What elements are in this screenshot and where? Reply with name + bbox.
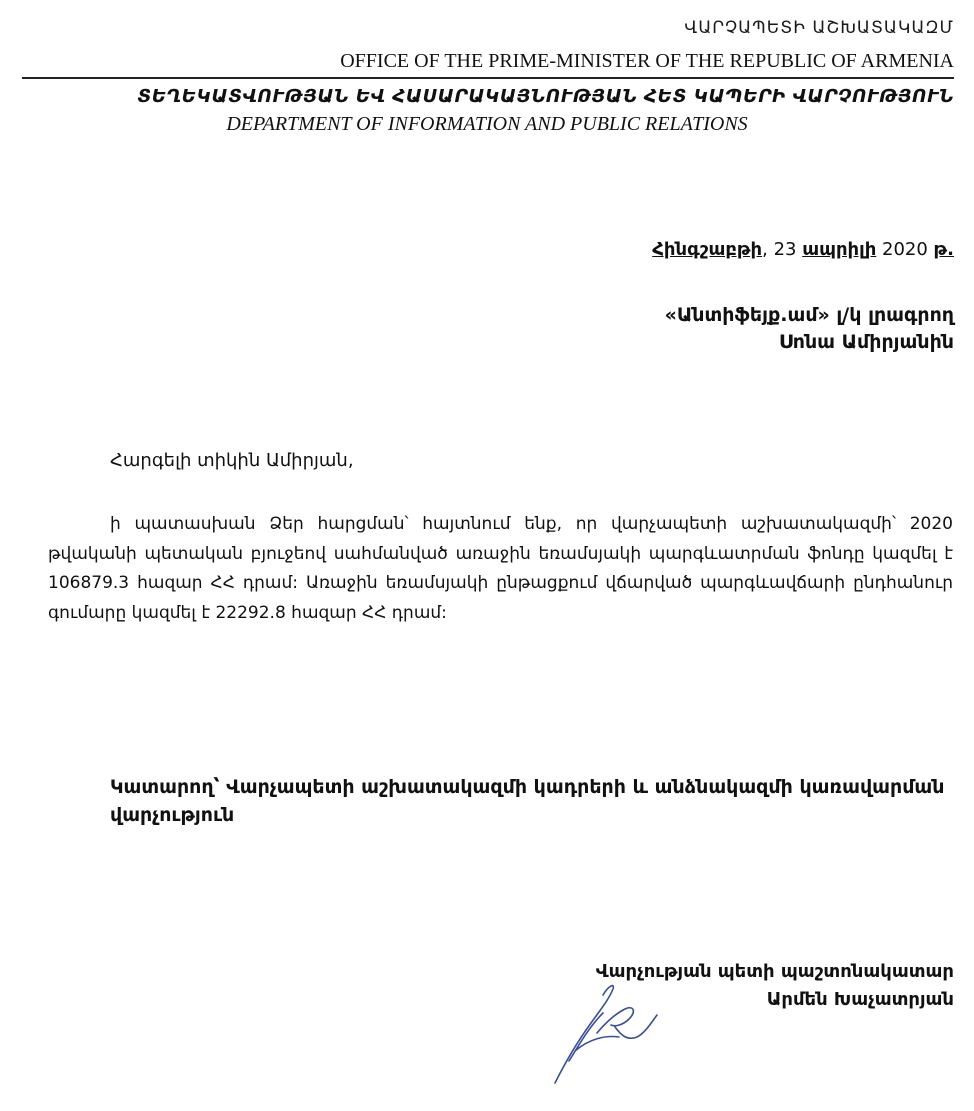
executor-line: Կատարող՝ Վարչապետի աշխատակազմի կադրերի և անձնակազմի կառավարման վարչություն — [110, 776, 945, 826]
letterhead-department-english: DEPARTMENT OF INFORMATION AND PUBLIC RELATIONS — [226, 113, 748, 135]
handwritten-signature — [545, 975, 665, 1090]
letter-date: Հինգշաբթի, 23 ապրիլի 2020 թ. — [652, 239, 954, 260]
salutation: Հարգելի տիկին Ամիրյան, — [110, 450, 354, 471]
signatory-title: Վարչության պետի պաշտոնակատար — [595, 961, 954, 982]
date-month: ապրիլի — [802, 239, 877, 260]
letterhead-office-english: OFFICE OF THE PRIME-MINISTER OF THE REPUBLIC OF ARMENIA — [340, 50, 954, 72]
recipient-line-2: Սոնա Ամիրյանին — [778, 331, 954, 353]
recipient-line-1: «Անտիֆեյք.ամ» լ/կ լրագրող — [664, 304, 954, 326]
date-day: 23 — [773, 239, 797, 260]
letterhead-divider — [22, 77, 954, 79]
date-suffix: թ. — [933, 239, 954, 260]
date-weekday: Հինգշաբթի — [652, 239, 763, 260]
letterhead-office-armenian: ՎԱՐՉԱՊԵՏԻ ԱՇԽԱՏԱԿԱԶՄ — [684, 18, 954, 38]
date-year: 2020 — [882, 239, 928, 260]
letterhead-department-armenian: ՏԵՂԵԿԱՏՎՈՒԹՅԱՆ ԵՎ ՀԱՍԱՐԱԿԱՅՆՈՒԹՅԱՆ ՀԵՏ ԿԱՊԵՐԻ ՎԱՐՉՈՒԹՅՈՒՆ — [137, 86, 954, 107]
letter-body: ի պատասխան Ձեր հարցման՝ հայտնում ենք, որ վարչապետի աշխատակազմի՝ 2020 թվականի պետական բյուջեով սահմանված առաջին եռամսյակի պարգևատրման ֆոնդը կազմել է 106879.3 հազար ՀՀ դրամ: Առաջին եռամսյակի ընթացքում վճարված պարգևավճարի ընդհանուր գումարը կազմել է 22292.8 հազար ՀՀ դրամ: — [48, 514, 953, 623]
recipient-block — [665, 302, 954, 356]
signatory-name: Արմեն Խաչատրյան — [766, 989, 954, 1010]
